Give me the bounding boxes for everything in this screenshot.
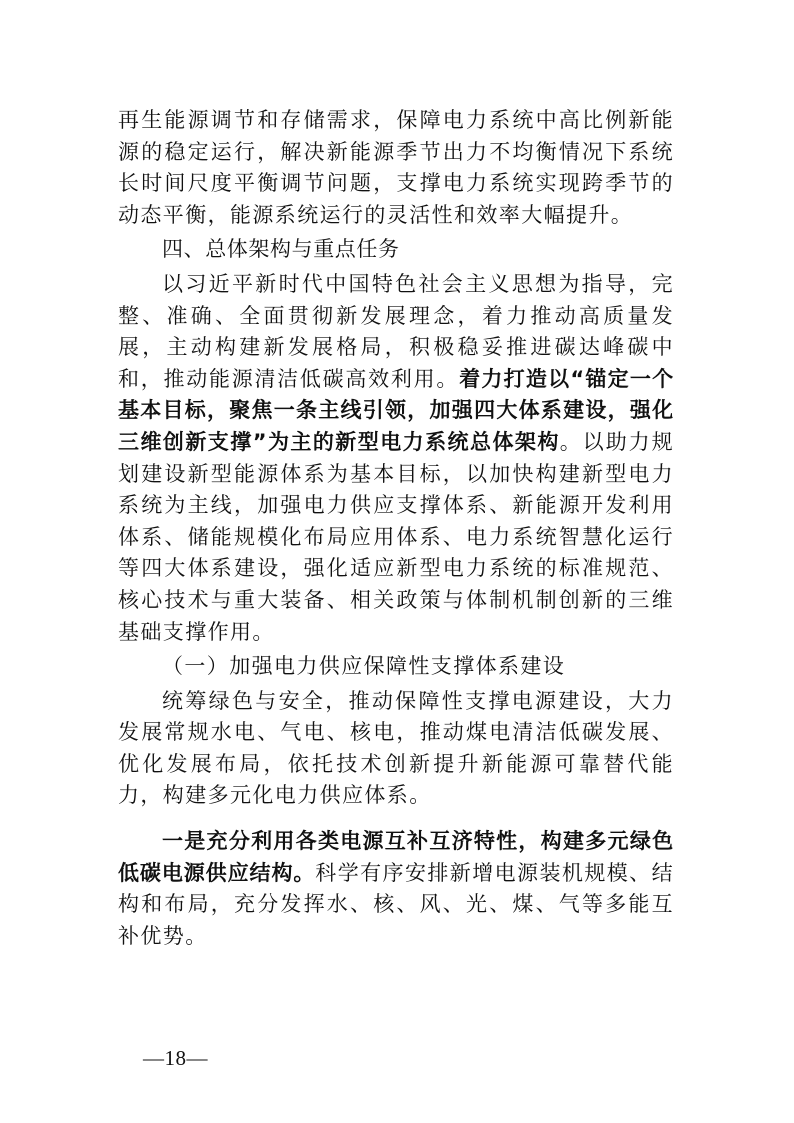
framework-text-part1: 以习近平新时代中国特色社会主义思想为指导，完整、准确、全面贯彻新发展理念，着力推动高质量发展，主动构建新发展格局，积极稳妥推进碳达峰碳中和，推动能源清洁低碳高效利用。 [118, 271, 674, 391]
framework-bold-emphasis: 着力打造以“锚定一个基本目标，聚焦一条主线引领，加强四大体系建设，强化三维创新支撑”为主的新型电力系统总体架构 [118, 366, 674, 454]
paragraph-power-supply: 统筹绿色与安全，推动保障性支撑电源建设，大力发展常规水电、气电、核电，推动煤电清洁低碳发展、优化发展布局，依托技术创新提升新能源可靠替代能力，构建多元化电力供应体系。 [118, 688, 674, 808]
first-point-text: 科学有序安排新增电源装机规模、结构和布局，充分发挥水、核、风、光、煤、气等多能互补优势。 [118, 860, 674, 948]
paragraph-intro-continued: 再生能源调节和存储需求，保障电力系统中高比例新能源的稳定运行，解决新能源季节出力不均衡情况下系统长时间尺度平衡调节问题，支撑电力系统实现跨季节的动态平衡，能源系统运行的灵活性和效率大幅提升。 [118, 108, 674, 227]
framework-text-part2: 。以助力规划建设新型能源体系为基本目标，以加快构建新型电力系统为主线，加强电力供应支撑体系、新能源开发利用体系、储能规模化布局应用体系、电力系统智慧化运行等四大体系建设，强化适应新型电力系统的标准规范、核心技术与重大装备、相关政策与体制机制创新的三维基础支撑作用。 [118, 429, 674, 644]
section-heading: 四、总体架构与重点任务 [162, 237, 400, 262]
subsection-heading: （一）加强电力供应保障性支撑体系建设 [162, 654, 566, 679]
paragraph-overall-framework [118, 269, 674, 648]
paragraph-first-point [118, 826, 674, 952]
document-body [118, 105, 674, 952]
first-point-bold-lead: 一是充分利用各类电源互补互济特性，构建多元绿色低碳电源供应结构。 [118, 829, 674, 885]
page-number: —18— [143, 1046, 208, 1070]
